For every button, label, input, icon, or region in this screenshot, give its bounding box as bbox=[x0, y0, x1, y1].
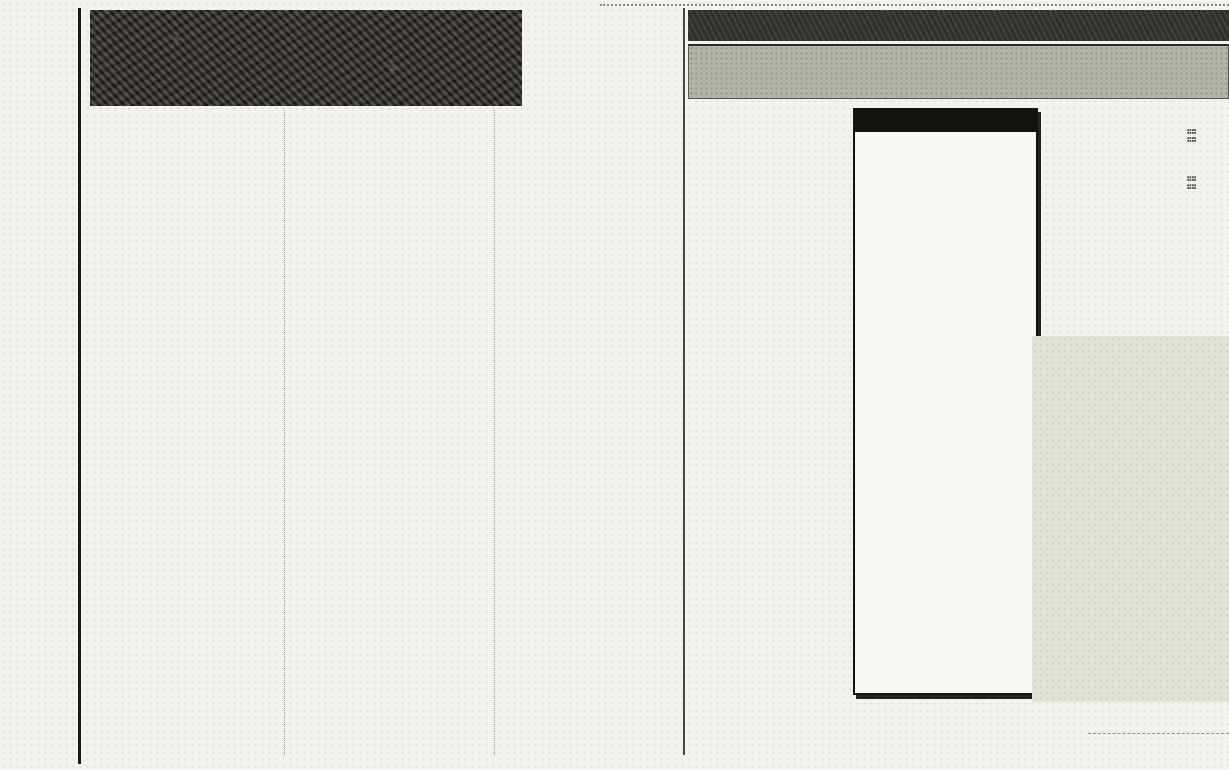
article-column-2 bbox=[294, 107, 474, 763]
drop-cap bbox=[86, 107, 91, 110]
column-divider bbox=[284, 110, 285, 755]
article-column-3 bbox=[504, 107, 684, 763]
annex-margin-label bbox=[1183, 128, 1198, 348]
databank-top-rings bbox=[855, 132, 1036, 151]
page-top-edge-divider bbox=[600, 4, 1229, 6]
column-divider bbox=[494, 110, 495, 755]
footer-divider bbox=[1088, 733, 1229, 734]
dot-grid-icon: ⣿⣿ bbox=[1186, 128, 1196, 145]
page-left-border bbox=[78, 8, 81, 764]
article-column-1 bbox=[86, 107, 264, 759]
article-masthead bbox=[90, 10, 522, 106]
databank-title bbox=[855, 110, 1036, 132]
article-column-4 bbox=[689, 104, 864, 754]
dot-grid-icon: ⣿⣿ bbox=[1186, 175, 1196, 192]
headline-lead-paragraph bbox=[688, 44, 1229, 99]
databank-list bbox=[855, 151, 1036, 687]
sidebar-article-hormonas bbox=[1032, 336, 1229, 702]
headline-kicker bbox=[688, 10, 1229, 41]
databank-panel bbox=[853, 108, 1038, 695]
